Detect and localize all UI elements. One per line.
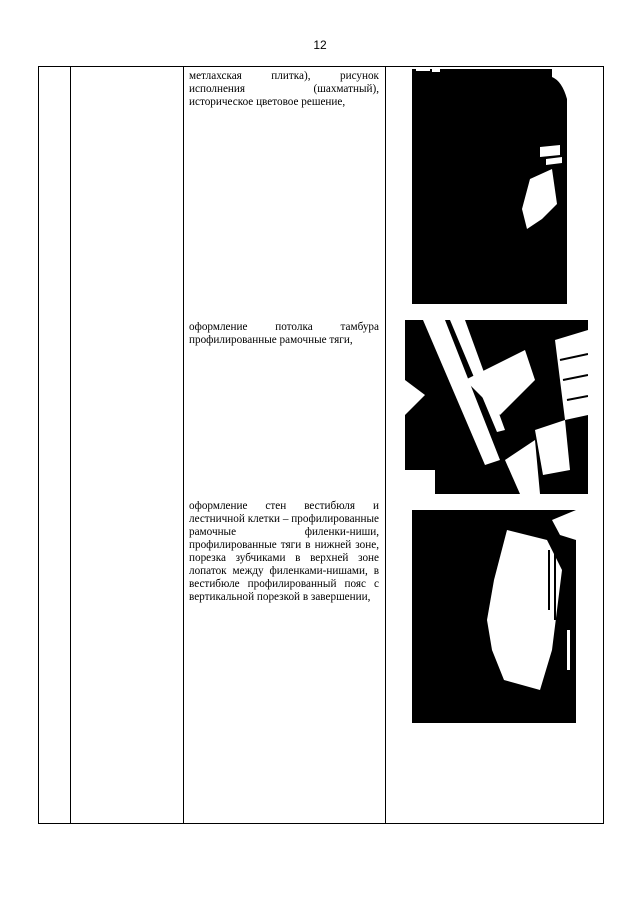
page-number: 12 xyxy=(313,38,327,52)
row-description: оформление стен вестибюля и лестничной клетки – профилированные рамочные филенки-ниши, профилированные тяги в нижней зоне, порезка зубчиками в верхней зоне лопаток между филенками-нишами, в вестибюле профилированный пояс с вертикальной порезкой в завершении, xyxy=(189,500,379,603)
photo-vestibule-walls xyxy=(412,510,576,723)
photo-floor-tiles xyxy=(412,69,578,304)
column-divider xyxy=(183,67,184,823)
photo-vestibule-ceiling xyxy=(405,320,588,494)
document-table xyxy=(38,66,604,824)
row-description: метлахская плитка), рисунок исполнения (шахматный), историческое цветовое решение, xyxy=(189,70,379,108)
column-divider xyxy=(385,67,386,823)
column-divider xyxy=(70,67,71,823)
row-description: оформление потолка тамбура профилированные рамочные тяги, xyxy=(189,321,379,346)
